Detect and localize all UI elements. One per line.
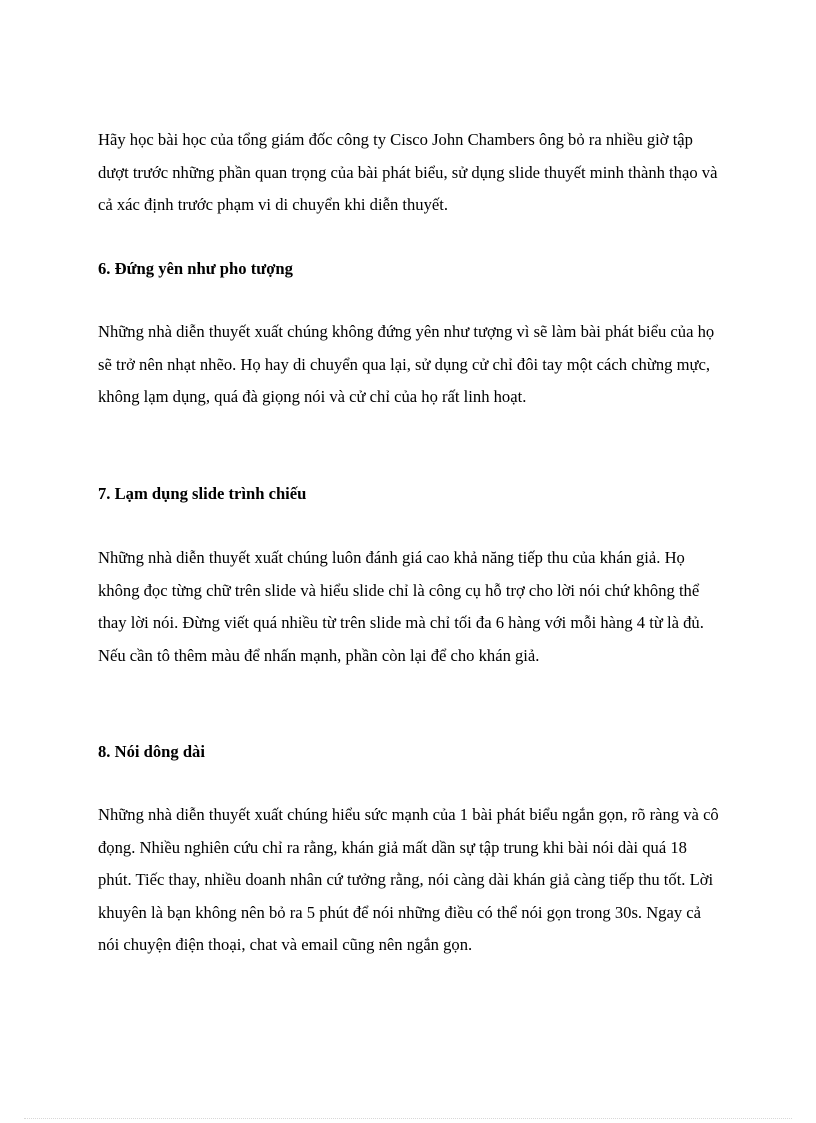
page-bottom-border [24,1118,792,1119]
section-heading-8: 8. Nói dông dài [98,742,205,761]
section-body-7: Những nhà diễn thuyết xuất chúng luôn đánh giá cao khả năng tiếp thu của khán giả. Họ không đọc từng chữ trên slide và hiểu slide chỉ là công cụ hỗ trợ cho lời nói chứ không thể thay lời nói. Đừng viết quá nhiều từ trên slide mà chỉ tối đa 6 hàng với mỗi hàng 4 từ là đủ. Nếu cần tô thêm màu để nhấn mạnh, phần còn lại để cho khán giả. [98,548,704,665]
section-heading-7: 7. Lạm dụng slide trình chiếu [98,484,307,503]
intro-paragraph: Hãy học bài học của tổng giám đốc công ty Cisco John Chambers ông bỏ ra nhiều giờ tập dượt trước những phần quan trọng của bài phát biểu, sử dụng slide thuyết minh thành thạo và cả xác định trước phạm vi di chuyển khi diễn thuyết. [98,130,718,214]
section-body-6: Những nhà diễn thuyết xuất chúng không đứng yên như tượng vì sẽ làm bài phát biểu của họ sẽ trở nên nhạt nhẽo. Họ hay di chuyển qua lại, sử dụng cử chỉ đôi tay một cách chừng mực, không lạm dụng, quá đà giọng nói và cử chỉ của họ rất linh hoạt. [98,322,715,406]
section-heading-6: 6. Đứng yên như pho tượng [98,259,293,278]
section-body-8: Những nhà diễn thuyết xuất chúng hiểu sức mạnh của 1 bài phát biểu ngắn gọn, rõ ràng và cô đọng. Nhiều nghiên cứu chỉ ra rằng, khán giả mất dần sự tập trung khi bài nói dài quá 18 phút. Tiếc thay, nhiều doanh nhân cứ tưởng rằng, nói càng dài khán giả càng tiếp thu tốt. Lời khuyên là bạn không nên bỏ ra 5 phút để nói những điều có thể nói gọn trong 30s. Ngay cả nói chuyện điện thoại, chat và email cũng nên ngắn gọn. [98,805,719,954]
